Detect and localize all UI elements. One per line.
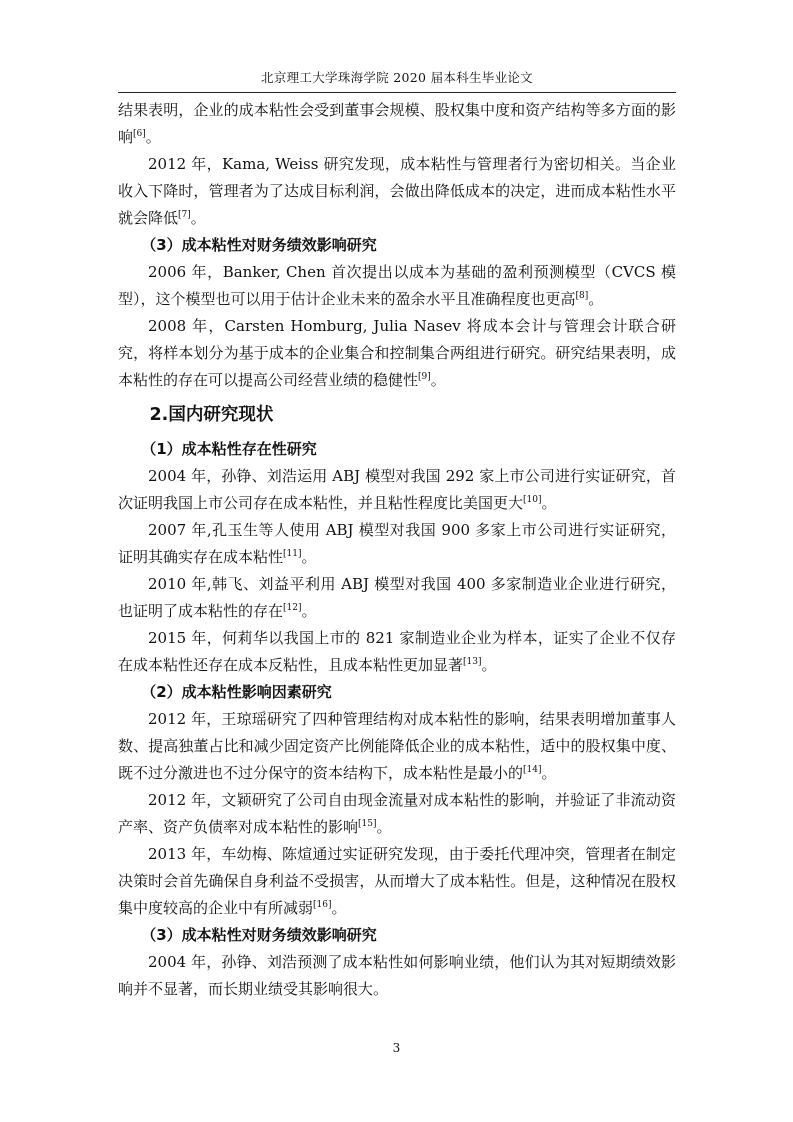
citation-ref: [7] (178, 210, 191, 220)
citation-ref: [14] (523, 765, 542, 775)
page-body (118, 97, 676, 1003)
citation-ref: [15] (358, 819, 377, 829)
citation-ref: [13] (463, 657, 482, 667)
paragraph: 2008 年，Carsten Homburg, Julia Nasev 将成本会计与管理会计联合研究，将样本划分为基于成本的企业集合和控制集合两组进行研究。研究结果表明，成本粘性的存在可以提高公司经营业绩的稳健性[9]。 (118, 317, 676, 389)
section-heading: 2.国内研究现状 (149, 405, 274, 425)
paragraph: 2013 年，车幼梅、陈煊通过实证研究发现，由于委托代理冲突，管理者在制定决策时会首先确保自身利益不受损害，从而增大了成本粘性。但是，这种情况在股权集中度较高的企业中有所减弱[16]。 (118, 845, 676, 917)
subsection-heading: （3）成本粘性对财务绩效影响研究 (141, 926, 377, 944)
citation-ref: [6] (133, 129, 146, 139)
citation-ref: [12] (283, 603, 302, 613)
citation-ref: [8] (575, 291, 589, 301)
paragraph: 2015 年，何莉华以我国上市的 821 家制造业企业为样本，证实了企业不仅存在成本粘性还存在成本反粘性，且成本粘性更加显著[13]。 (118, 629, 676, 674)
page-number: 3 (392, 1041, 401, 1055)
running-header: 北京理工大学珠海学院 2020 届本科生毕业论文 (261, 70, 533, 85)
subsection-heading: （3）成本粘性对财务绩效影响研究 (141, 236, 377, 254)
paragraph: 2010 年,韩飞、刘益平利用 ABJ 模型对我国 400 多家制造业企业进行研究，也证明了成本粘性的存在[12]。 (118, 575, 676, 620)
subsection-heading: （1）成本粘性存在性研究 (141, 440, 317, 458)
citation-ref: [9] (418, 372, 431, 382)
paragraph: 2004 年，孙铮、刘浩预测了成本粘性如何影响业绩，他们认为其对短期绩效影响并不显著，而长期业绩受其影响很大。 (118, 953, 676, 998)
citation-ref: [10] (523, 495, 542, 505)
paragraph: 2012 年，文颖研究了公司自由现金流量对成本粘性的影响，并验证了非流动资产率、资产负债率对成本粘性的影响[15]。 (118, 791, 676, 836)
paragraph: 2007 年,孔玉生等人使用 ABJ 模型对我国 900 多家上市公司进行实证研究，证明其确实存在成本粘性[11]。 (118, 521, 676, 566)
paragraph: 2004 年，孙铮、刘浩运用 ABJ 模型对我国 292 家上市公司进行实证研究，首次证明我国上市公司存在成本粘性，并且粘性程度比美国更大[10]。 (118, 467, 676, 512)
paragraph-continuation: 结果表明，企业的成本粘性会受到董事会规模、股权集中度和资产结构等多方面的影响[6]。 (118, 101, 676, 146)
header-rule (118, 92, 676, 93)
citation-ref: [11] (283, 549, 302, 559)
paragraph: 2012 年，Kama, Weiss 研究发现，成本粘性与管理者行为密切相关。当企业收入下降时，管理者为了达成目标利润，会做出降低成本的决定，进而成本粘性水平就会降低[7]。 (118, 155, 676, 227)
paragraph: 2012 年，王琼瑶研究了四种管理结构对成本粘性的影响，结果表明增加董事人数、提高独董占比和减少固定资产比例能降低企业的成本粘性，适中的股权集中度、既不过分激进也不过分保守的资本结构下，成本粘性是最小的[14]。 (118, 710, 676, 782)
citation-ref: [16] (313, 900, 332, 910)
subsection-heading: （2）成本粘性影响因素研究 (141, 683, 332, 701)
paragraph: 2006 年，Banker, Chen 首次提出以成本为基础的盈利预测模型（CVCS 模型），这个模型也可以用于估计企业未来的盈余水平且准确程度也更高[8]。 (118, 263, 676, 308)
